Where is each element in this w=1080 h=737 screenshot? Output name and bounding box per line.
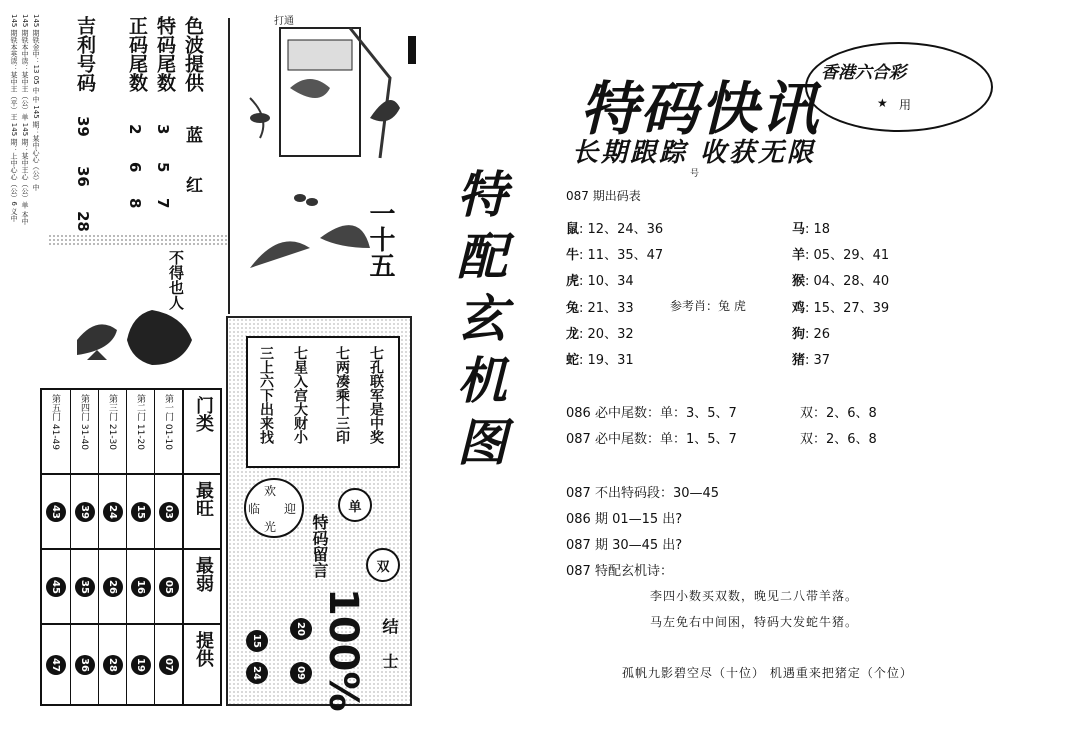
- header-door-type: 门类: [193, 396, 214, 432]
- single-circle: 单: [338, 488, 372, 522]
- door-row-4-offer: 36: [75, 655, 95, 675]
- zodiac-left-1: 鼠: 12、24、36: [566, 222, 664, 237]
- zodiac-left-4: 兔: 21、33: [566, 301, 634, 316]
- legend-val-normal-1: 2: [126, 124, 144, 135]
- zodiac-left-4-name: 兔: [566, 301, 580, 316]
- tail-row-087: 087 必中尾数：单：1、5、7: [566, 432, 737, 447]
- left-panel: [0, 0, 420, 737]
- reference-zodiac: 参考肖：兔 虎: [670, 299, 746, 313]
- zodiac-right-5: 狗: 26: [792, 327, 831, 342]
- legend-val-lucky-2: 36: [74, 166, 92, 187]
- poem-line-b: 马左免右中间困，特码大发蛇牛猪。: [650, 615, 859, 629]
- zodiac-right-1-nums: 18: [813, 222, 831, 237]
- door-table: [40, 388, 222, 706]
- note-2: 086 期 01—15 出?: [566, 512, 683, 527]
- zodiac-left-3-nums: 10、34: [587, 274, 634, 289]
- header-offer: 提供: [193, 631, 214, 667]
- door-row-3-hot: 24: [103, 502, 123, 522]
- zodiac-right-4-nums: 15、27、39: [813, 301, 890, 316]
- door-row-1-offer: 07: [159, 655, 179, 675]
- msg-char-1: 特: [310, 514, 329, 530]
- door-row-2-name: 第二门 11-20: [135, 394, 145, 451]
- stamp-oval: [805, 42, 993, 132]
- edge-mark: [408, 36, 416, 64]
- zodiac-right-4: 鸡: 15、27、39: [792, 301, 890, 316]
- zodiac-left-6-nums: 19、31: [587, 353, 634, 368]
- bottom-ball-3: 24: [246, 662, 268, 684]
- legend-label-normal-tail: 正码尾数: [126, 16, 148, 92]
- door-row-4-name: 第四门 31-40: [79, 394, 89, 451]
- door-row-3-offer: 28: [103, 655, 123, 675]
- poem-line-4: 七孔联军是中奖: [368, 346, 384, 444]
- middle-vertical-text: 一十五: [365, 200, 395, 278]
- zodiac-left-1-name: 鼠: [566, 222, 580, 237]
- percent-text: 100%: [320, 588, 366, 712]
- header-hottest: 最旺: [193, 481, 214, 517]
- door-row-2-weak: 16: [131, 577, 151, 597]
- footer-line: 孤帆九影碧空尽（十位） 机遇重来把猪定（个位）: [622, 666, 913, 680]
- bottom-ball-4: 09: [290, 662, 312, 684]
- circle-char-4: 临: [248, 502, 261, 516]
- door-row-1-weak: 05: [159, 577, 179, 597]
- stamp-sub: 用: [899, 98, 912, 112]
- door-row-4-weak: 35: [75, 577, 95, 597]
- rooster-illustration: [72, 300, 212, 370]
- zodiac-right-2-name: 羊: [792, 248, 806, 263]
- poem-line-2: 七星入宫大财小: [292, 346, 308, 444]
- zodiac-right-3-name: 猴: [792, 274, 806, 289]
- note-1: 087 不出特码段：30—45: [566, 486, 720, 501]
- legend-val-tail-1: 3: [154, 124, 172, 135]
- side-note-3: 145 期铁金中：13 05 中 中 145 期：某中心心（公）中: [32, 14, 40, 191]
- door-row-3-name: 第三门 21-30: [107, 394, 117, 451]
- msg-char-3: 留: [310, 546, 329, 562]
- legend-val-red: 红: [182, 176, 202, 193]
- vertical-title: 特配玄机图: [449, 168, 508, 478]
- door-row-1-name: 第一门 01-10: [163, 394, 173, 451]
- zodiac-right-2-nums: 05、29、41: [813, 248, 890, 263]
- poem-vertical: 不得也人: [167, 250, 185, 310]
- tail-row-087-double: 双：2、6、8: [800, 432, 877, 447]
- table-title: 087 期出码表: [566, 189, 641, 203]
- legend-val-normal-3: 8: [126, 198, 144, 209]
- door-row-2-hot: 15: [131, 502, 151, 522]
- lower-panel: [226, 316, 412, 712]
- note-3: 087 期 30—45 出?: [566, 538, 683, 553]
- welcome-circle: [244, 478, 304, 538]
- zodiac-left-5-name: 龙: [566, 327, 580, 342]
- side-note-2: 145 期铁本中读：某中王（公）单 145 期：某中王心（公）单 本中: [21, 14, 29, 225]
- main-title: 特码快讯: [580, 75, 821, 143]
- legend-block: [62, 16, 222, 234]
- header-weakest: 最弱: [193, 556, 214, 592]
- zodiac-right-4-name: 鸡: [792, 301, 806, 316]
- zodiac-left-6: 蛇: 19、31: [566, 353, 634, 368]
- zodiac-right-1: 马: 18: [792, 222, 831, 237]
- door-row-4-hot: 39: [75, 502, 95, 522]
- legend-label-color: 色波提供: [182, 16, 204, 92]
- dash-text: 打通: [274, 16, 294, 27]
- zodiac-left-4-nums: 21、33: [587, 301, 634, 316]
- legend-val-lucky-3: 28: [74, 211, 92, 232]
- zodiac-left-3-name: 虎: [566, 274, 580, 289]
- subtitle: 长期跟踪 收获无限: [572, 138, 817, 168]
- legend-label-special-tail: 特码尾数: [154, 16, 176, 92]
- door-row-3-weak: 26: [103, 577, 123, 597]
- circle-char-1: 欢: [264, 484, 277, 498]
- double-circle: 双: [366, 548, 400, 582]
- poem-box: [246, 336, 400, 468]
- side-label-1: 结: [380, 618, 399, 634]
- zodiac-right-6-nums: 37: [813, 353, 831, 368]
- door-row-5-weak: 45: [46, 577, 66, 597]
- legend-val-lucky-1: 39: [74, 116, 92, 137]
- legend-val-tail-3: 7: [154, 198, 172, 209]
- zodiac-left-2-nums: 11、35、47: [587, 248, 664, 263]
- door-row-5-hot: 43: [46, 502, 66, 522]
- side-label-2: 士: [380, 653, 399, 669]
- bottom-ball-1: 15: [246, 630, 268, 652]
- tail-row-086: 086 必中尾数：单：3、5、7: [566, 406, 737, 421]
- zodiac-right-6: 猪: 37: [792, 353, 831, 368]
- speckle-divider: [48, 234, 228, 246]
- note-4: 087 特配玄机诗：: [566, 564, 673, 579]
- zodiac-left-3: 虎: 10、34: [566, 274, 634, 289]
- circle-char-3: 光: [264, 520, 277, 534]
- zodiac-right-5-nums: 26: [813, 327, 831, 342]
- legend-label-lucky: 吉利号码: [74, 16, 96, 92]
- poem-line-a: 李四小数买双数，晚见二八带羊落。: [650, 589, 859, 603]
- bottom-ball-2: 20: [290, 618, 312, 640]
- stamp-text: 香港六合彩: [821, 63, 906, 83]
- door-row-2-offer: 19: [131, 655, 151, 675]
- zodiac-right-6-name: 猪: [792, 353, 806, 368]
- zodiac-right-1-name: 马: [792, 222, 806, 237]
- msg-char-2: 码: [310, 530, 329, 546]
- side-note-1: 145 期铁本英读：某中王（平）王 145 期：上中心心（公）6 义中: [10, 14, 18, 223]
- circle-char-2: 迎: [284, 502, 297, 516]
- legend-val-normal-2: 6: [126, 162, 144, 173]
- tail-row-086-double: 双：2、6、8: [800, 406, 877, 421]
- legend-val-blue: 蓝: [182, 126, 202, 143]
- legend-val-tail-2: 5: [154, 162, 172, 173]
- star-icon: ★: [877, 96, 888, 110]
- zodiac-left-5-nums: 20、32: [587, 327, 634, 342]
- poem-line-3: 七两凑乘十三印: [334, 346, 350, 444]
- zodiac-right-5-name: 狗: [792, 327, 806, 342]
- zodiac-left-6-name: 蛇: [566, 353, 580, 368]
- door-row-1-hot: 03: [159, 502, 179, 522]
- zodiac-left-1-nums: 12、24、36: [587, 222, 664, 237]
- door-row-5-name: 第五门 41-49: [50, 394, 60, 451]
- msg-char-4: 言: [310, 562, 329, 578]
- zodiac-left-2-name: 牛: [566, 248, 580, 263]
- subtitle-mark: 号: [690, 169, 700, 179]
- poem-line-1: 三上六下出来找: [258, 346, 274, 444]
- special-message: [308, 514, 331, 578]
- zodiac-right-3-nums: 04、28、40: [813, 274, 890, 289]
- zodiac-left-2: 牛: 11、35、47: [566, 248, 664, 263]
- zodiac-left-5: 龙: 20、32: [566, 327, 634, 342]
- zodiac-right-3: 猴: 04、28、40: [792, 274, 890, 289]
- door-row-5-offer: 47: [46, 655, 66, 675]
- zodiac-right-2: 羊: 05、29、41: [792, 248, 890, 263]
